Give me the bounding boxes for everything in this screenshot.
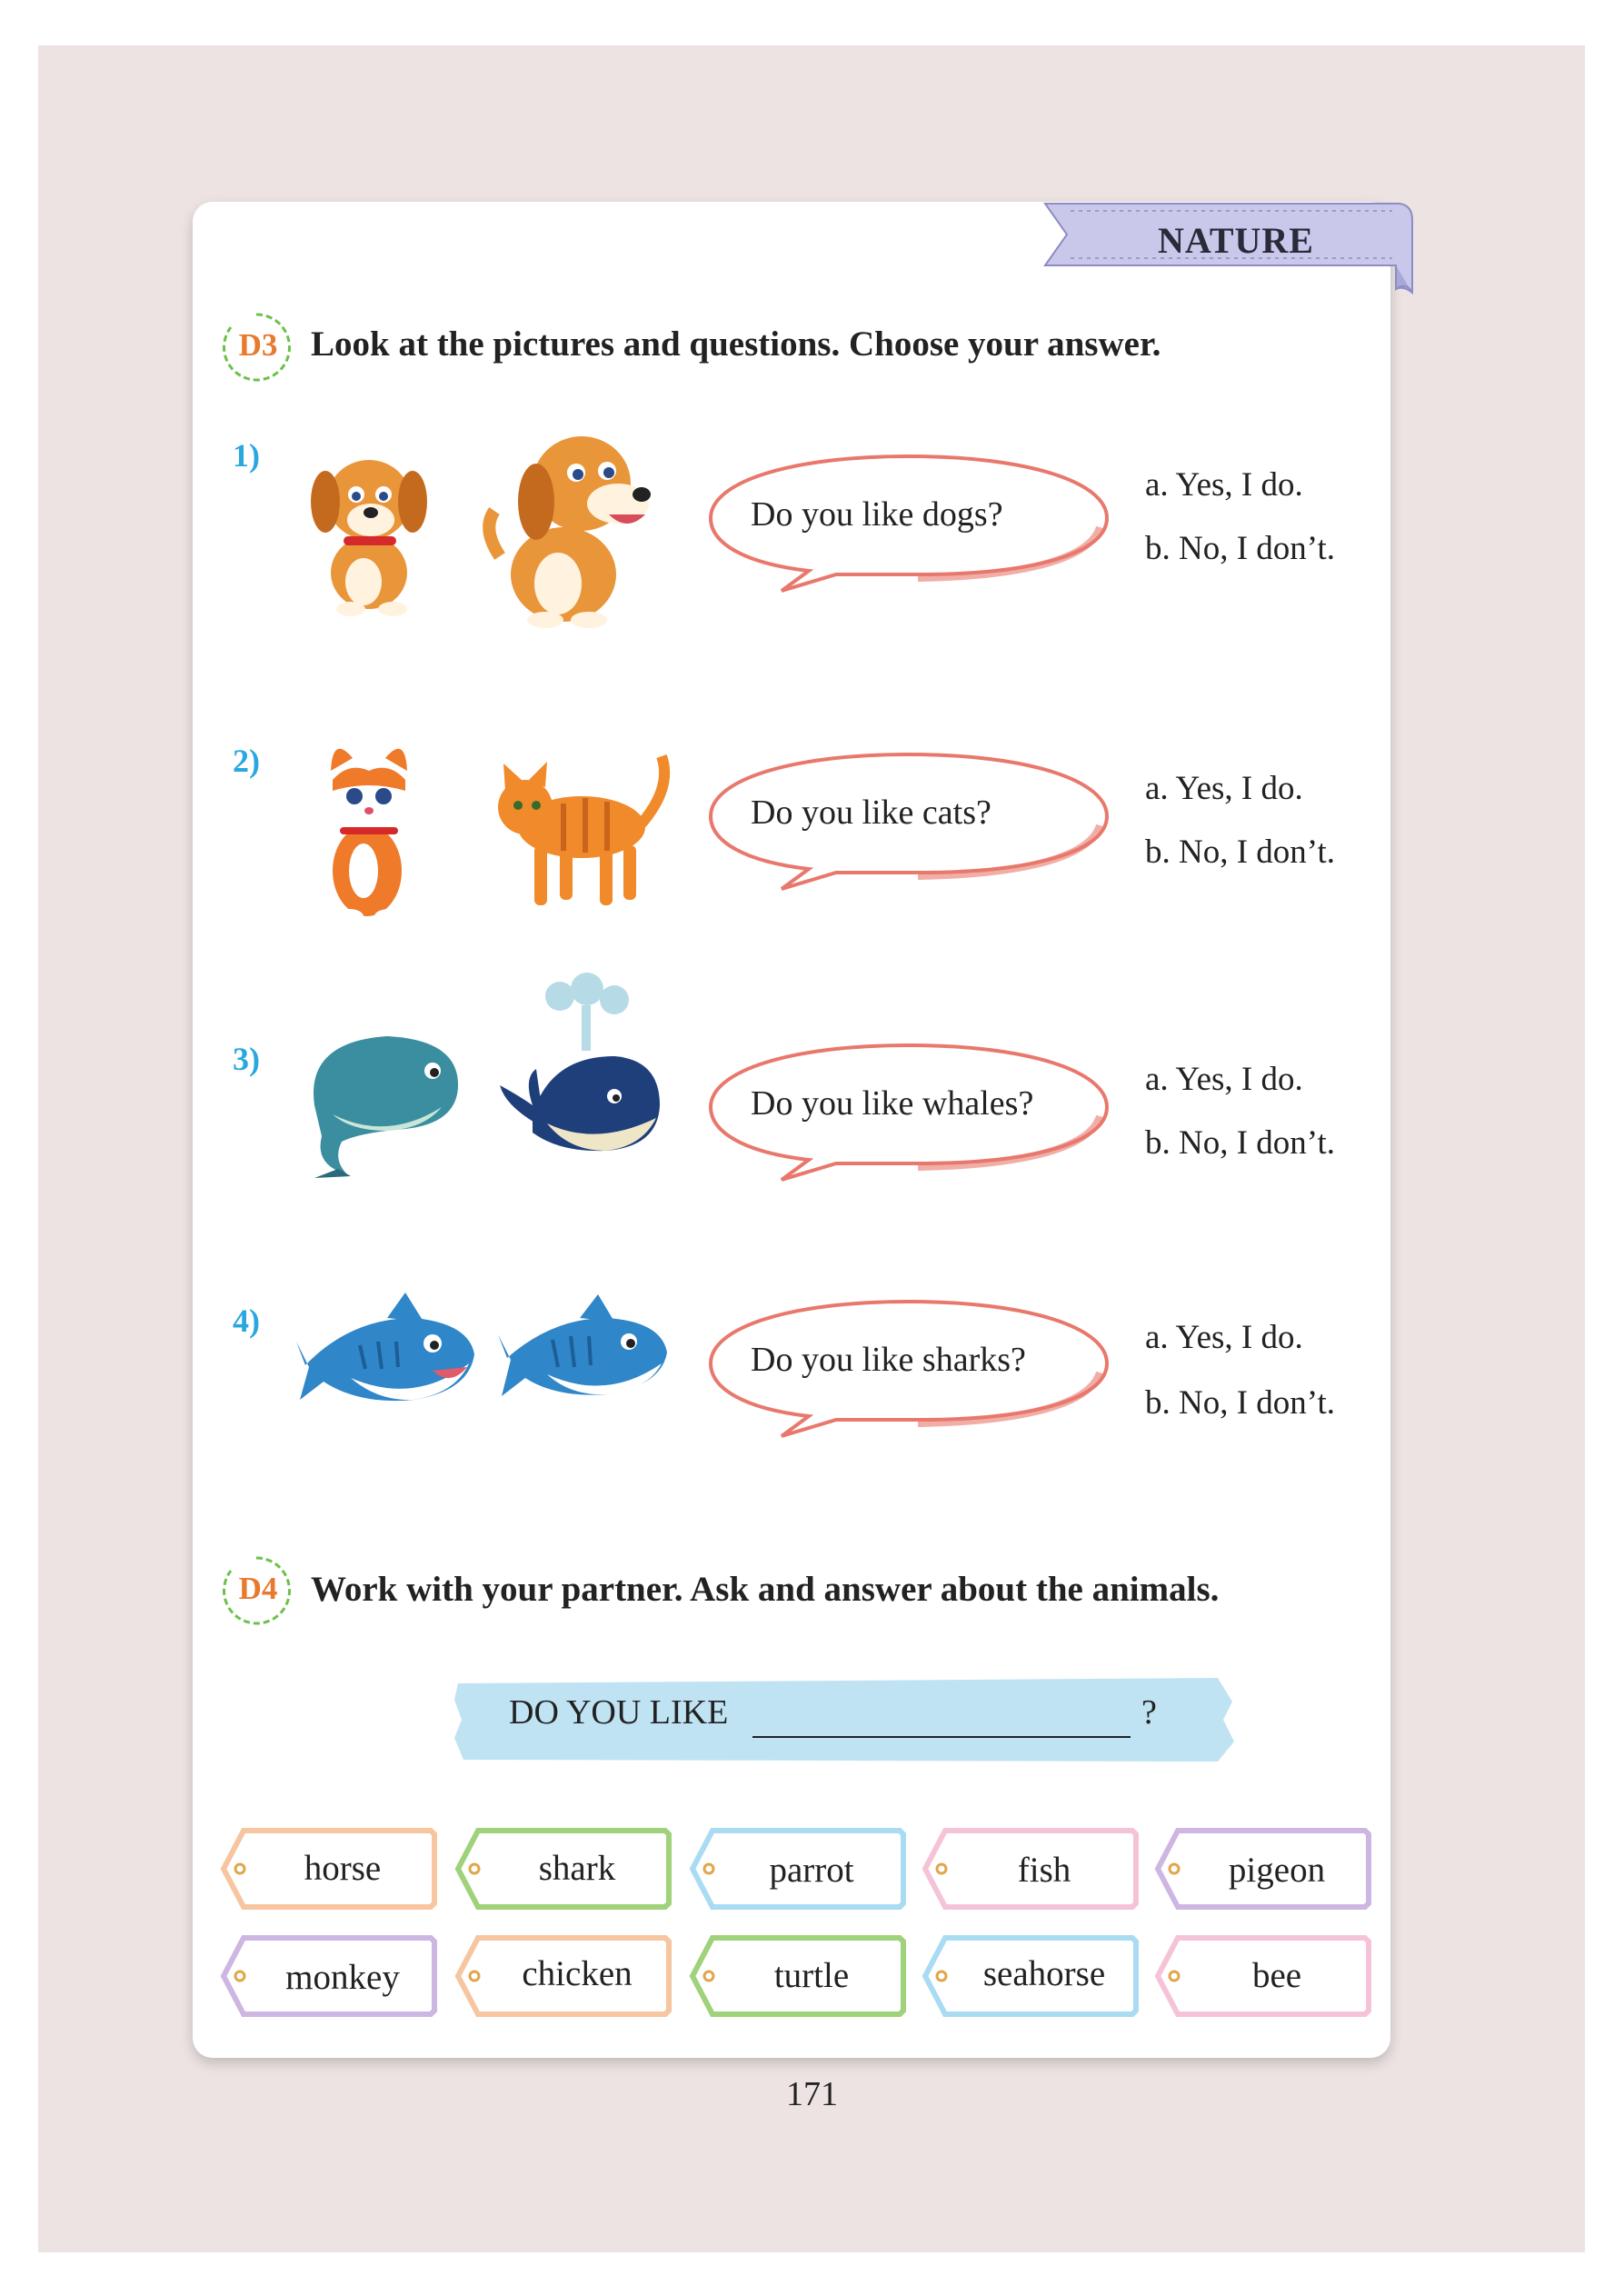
- answer-option-a[interactable]: a. Yes, I do.: [1145, 466, 1303, 504]
- answer-option-a[interactable]: a. Yes, I do.: [1145, 1319, 1303, 1356]
- word-tag-label: seahorse: [982, 1954, 1106, 1993]
- question-text: Do you like sharks?: [751, 1341, 1026, 1379]
- word-tag-label: parrot: [769, 1851, 854, 1890]
- shark-illustration: [498, 1294, 671, 1422]
- whale-illustration: [296, 1023, 469, 1178]
- exercise-instruction-d3: Look at the pictures and questions. Choose your answer.: [311, 324, 1161, 364]
- answer-option-b[interactable]: b. No, I don’t.: [1145, 1124, 1335, 1162]
- question-text: Do you like cats?: [751, 794, 991, 832]
- question-number: 4): [233, 1303, 260, 1339]
- exercise-badge-d3: D3: [238, 327, 278, 363]
- answer-option-b[interactable]: b. No, I don’t.: [1145, 530, 1335, 567]
- answer-option-b[interactable]: b. No, I don’t.: [1145, 1384, 1335, 1422]
- word-tag-label: horse: [304, 1849, 382, 1888]
- cat-illustration: [313, 734, 431, 925]
- answer-option-a[interactable]: a. Yes, I do.: [1145, 770, 1303, 807]
- word-tag-label: shark: [538, 1849, 616, 1888]
- cat-illustration: [491, 751, 673, 914]
- dog-illustration: [489, 436, 651, 628]
- question-number: 2): [233, 743, 260, 779]
- whale-illustration: [496, 969, 678, 1178]
- question-number: 3): [233, 1041, 260, 1077]
- question-text: Do you like dogs?: [751, 495, 1003, 534]
- prompt-question-mark: ?: [1141, 1693, 1157, 1732]
- shark-illustration: [296, 1291, 478, 1427]
- exercise-badge-d4: D4: [238, 1571, 278, 1606]
- word-tag-label: fish: [1017, 1851, 1071, 1890]
- page-number: 171: [786, 2075, 838, 2113]
- prompt-text: DO YOU LIKE: [509, 1693, 729, 1732]
- answer-option-a[interactable]: a. Yes, I do.: [1145, 1061, 1303, 1098]
- exercise-instruction-d4: Work with your partner. Ask and answer about the animals.: [311, 1570, 1220, 1609]
- answer-blank[interactable]: [752, 1736, 1131, 1738]
- question-number: 1): [233, 437, 260, 474]
- dog-illustration: [298, 436, 434, 618]
- section-label: NATURE: [1158, 220, 1314, 261]
- word-tag-label: chicken: [522, 1954, 633, 1993]
- word-tag-label: bee: [1251, 1956, 1302, 1995]
- answer-option-b[interactable]: b. No, I don’t.: [1145, 834, 1335, 871]
- question-text: Do you like whales?: [751, 1084, 1034, 1123]
- word-tag-label: monkey: [285, 1958, 400, 1997]
- word-tag-label: turtle: [773, 1956, 850, 1995]
- word-tag-label: pigeon: [1228, 1851, 1326, 1890]
